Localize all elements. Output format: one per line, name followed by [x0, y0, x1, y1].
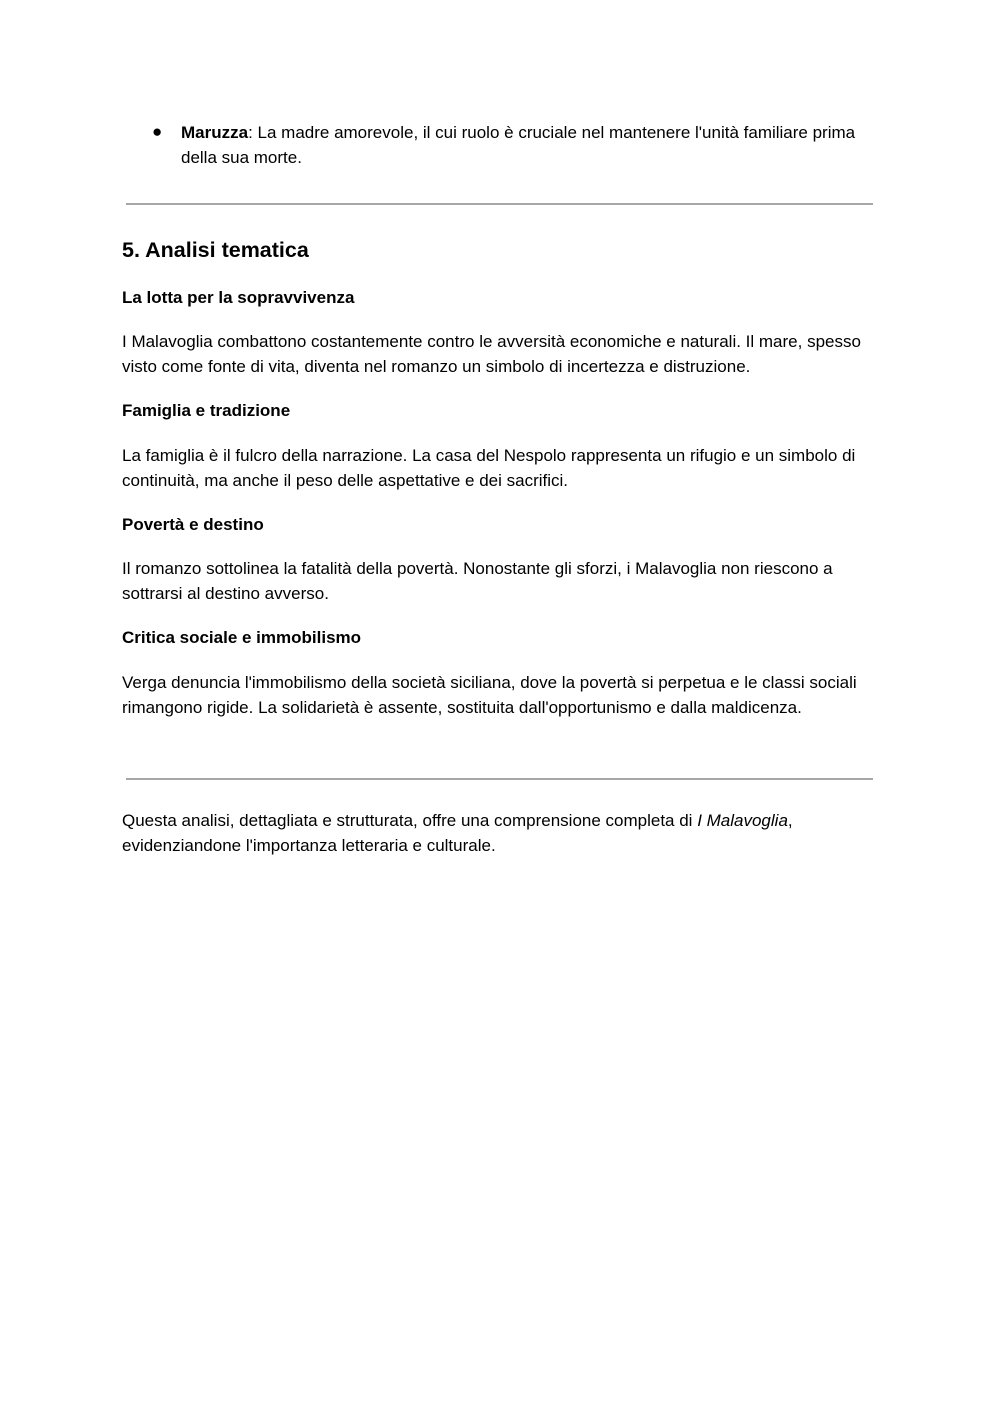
subsection-body: La famiglia è il fulcro della narrazione. La casa del Nespolo rappresenta un rifugio e un simbolo di continuità, ma anche il peso delle aspettative e dei sacrifici.	[122, 446, 856, 490]
conclusion-text-before: Questa analisi, dettagliata e strutturata, offre una comprensione completa di	[122, 811, 698, 830]
book-title: I Malavoglia	[697, 811, 788, 830]
bullet-icon: ●	[152, 122, 163, 141]
horizontal-divider	[126, 778, 873, 780]
conclusion-text-after: , evidenziandone l'importanza letteraria e culturale.	[122, 811, 793, 855]
subsection-body: Verga denuncia l'immobilismo della società siciliana, dove la povertà si perpetua e le classi sociali rimangono rigide. La solidarietà è assente, sostituita dall'opportunismo e dalla maldicenza.	[122, 673, 857, 717]
subsection-title: La lotta per la sopravvivenza	[122, 288, 355, 307]
subsection-title: Povertà e destino	[122, 515, 264, 534]
subsection-title: Critica sociale e immobilismo	[122, 628, 362, 647]
section-heading: 5. Analisi tematica	[122, 238, 309, 262]
list-item-text	[181, 120, 881, 170]
horizontal-divider	[126, 203, 873, 205]
list-item-description: : La madre amorevole, il cui ruolo è cruciale nel mantenere l'unità familiare prima della sua morte.	[181, 123, 856, 167]
subsection-body: I Malavoglia combattono costantemente contro le avversità economiche e naturali. Il mare, spesso visto come fonte di vita, diventa nel romanzo un simbolo di incertezza e distruzione.	[122, 332, 861, 376]
conclusion-paragraph	[122, 809, 882, 858]
list-item-term: Maruzza	[181, 123, 249, 142]
subsection-body: Il romanzo sottolinea la fatalità della povertà. Nonostante gli sforzi, i Malavoglia non riescono a sottrarsi al destino avverso.	[122, 559, 833, 603]
subsection-title: Famiglia e tradizione	[122, 401, 291, 420]
